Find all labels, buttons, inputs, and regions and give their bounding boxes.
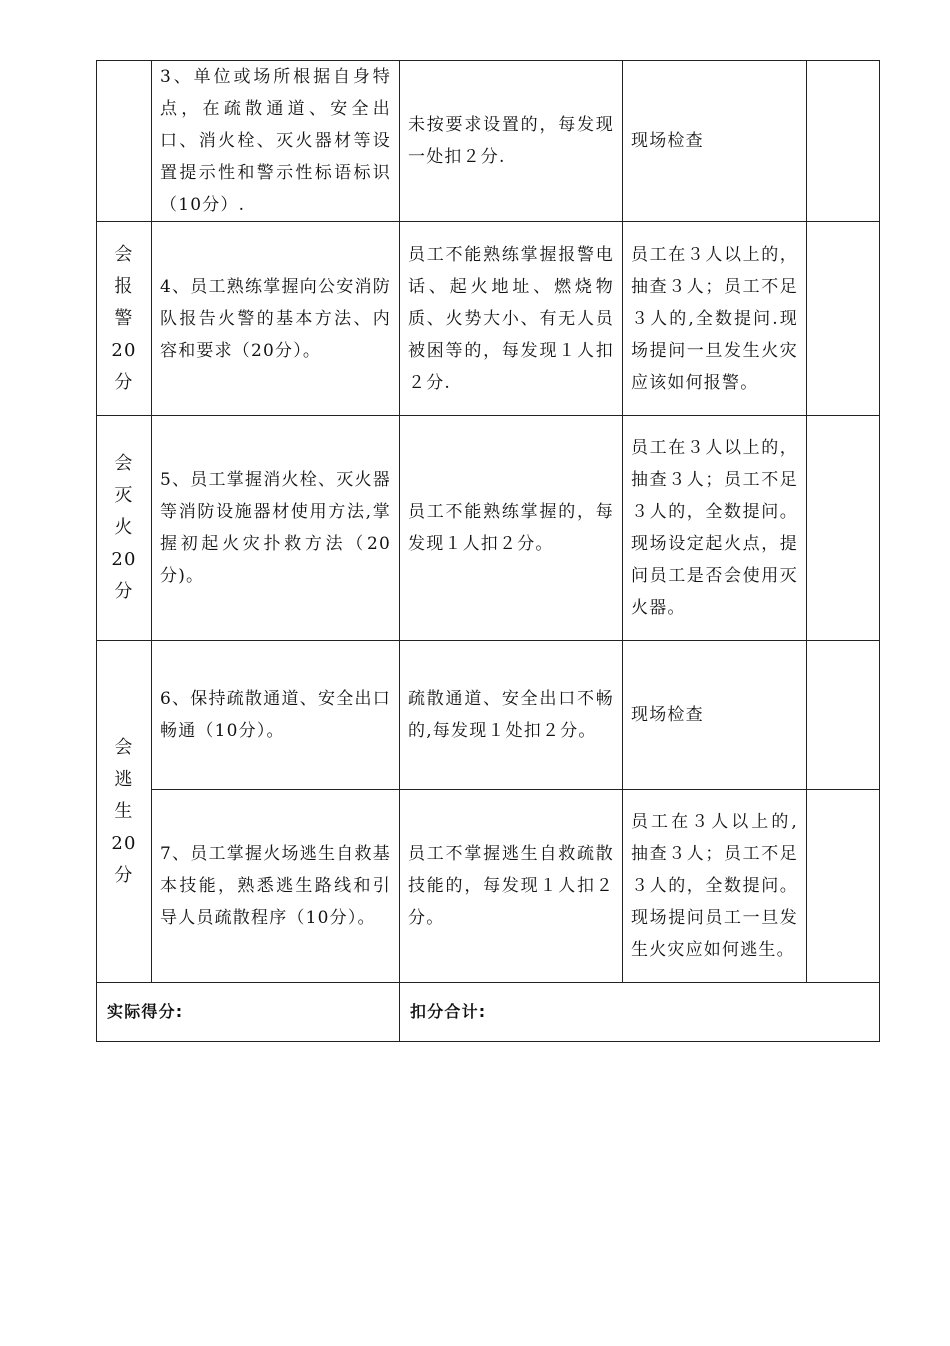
- method-cell: 现场检查: [623, 61, 807, 222]
- category-cell: 会逃生20分: [97, 641, 152, 983]
- method-cell: 现场检查: [623, 641, 807, 790]
- item-cell: 7、员工掌握火场逃生自救基本技能，熟悉逃生路线和引导人员疏散程序（10分）。: [152, 790, 400, 983]
- score-cell[interactable]: [807, 61, 880, 222]
- table-row: [97, 61, 880, 222]
- deduction-cell: 员工不能熟练掌握的，每发现１人扣２分。: [400, 416, 623, 641]
- method-cell: 员工在３人以上的，抽查３人；员工不足３人的，全数提问。现场设定起火点，提问员工是否会使用灭火器。: [623, 416, 807, 641]
- actual-score-label: 实际得分:: [97, 983, 400, 1042]
- category-cell: 会报警20分: [97, 222, 152, 416]
- score-cell[interactable]: [807, 416, 880, 641]
- deduction-cell: 员工不能熟练掌握报警电话、起火地址、燃烧物质、火势大小、有无人员被困等的，每发现１人扣２分.: [400, 222, 623, 416]
- table-row: [97, 790, 880, 983]
- score-cell[interactable]: [807, 222, 880, 416]
- item-cell: 5、员工掌握消火栓、灭火器等消防设施器材使用方法,掌握初起火灾扑救方法（20分)。: [152, 416, 400, 641]
- table-row: [97, 222, 880, 416]
- fire-safety-score-table: [96, 60, 880, 1042]
- score-cell[interactable]: [807, 790, 880, 983]
- method-cell: 员工在３人以上的，抽查３人；员工不足３人的,全数提问.现场提问一旦发生火灾应该如何报警。: [623, 222, 807, 416]
- footer-row: [97, 983, 880, 1042]
- item-cell: 6、保持疏散通道、安全出口畅通（10分）。: [152, 641, 400, 790]
- item-cell: 4、员工熟练掌握向公安消防队报告火警的基本方法、内容和要求（20分）。: [152, 222, 400, 416]
- table-row: [97, 416, 880, 641]
- deduction-cell: 疏散通道、安全出口不畅的,每发现１处扣２分。: [400, 641, 623, 790]
- category-cell: 会灭火20分: [97, 416, 152, 641]
- deduction-cell: 员工不掌握逃生自救疏散技能的，每发现１人扣２分。: [400, 790, 623, 983]
- deduction-total-label: 扣分合计:: [400, 983, 880, 1042]
- category-cell: [97, 61, 152, 222]
- table-row: [97, 641, 880, 790]
- method-cell: 员工在３人以上的,抽查３人；员工不足３人的，全数提问。现场提问员工一旦发生火灾应如何逃生。: [623, 790, 807, 983]
- deduction-cell: 未按要求设置的，每发现一处扣２分.: [400, 61, 623, 222]
- score-cell[interactable]: [807, 641, 880, 790]
- item-cell: 3、单位或场所根据自身特点，在疏散通道、安全出口、消火栓、灭火器材等设置提示性和警示性标语标识（10分）.: [152, 61, 400, 222]
